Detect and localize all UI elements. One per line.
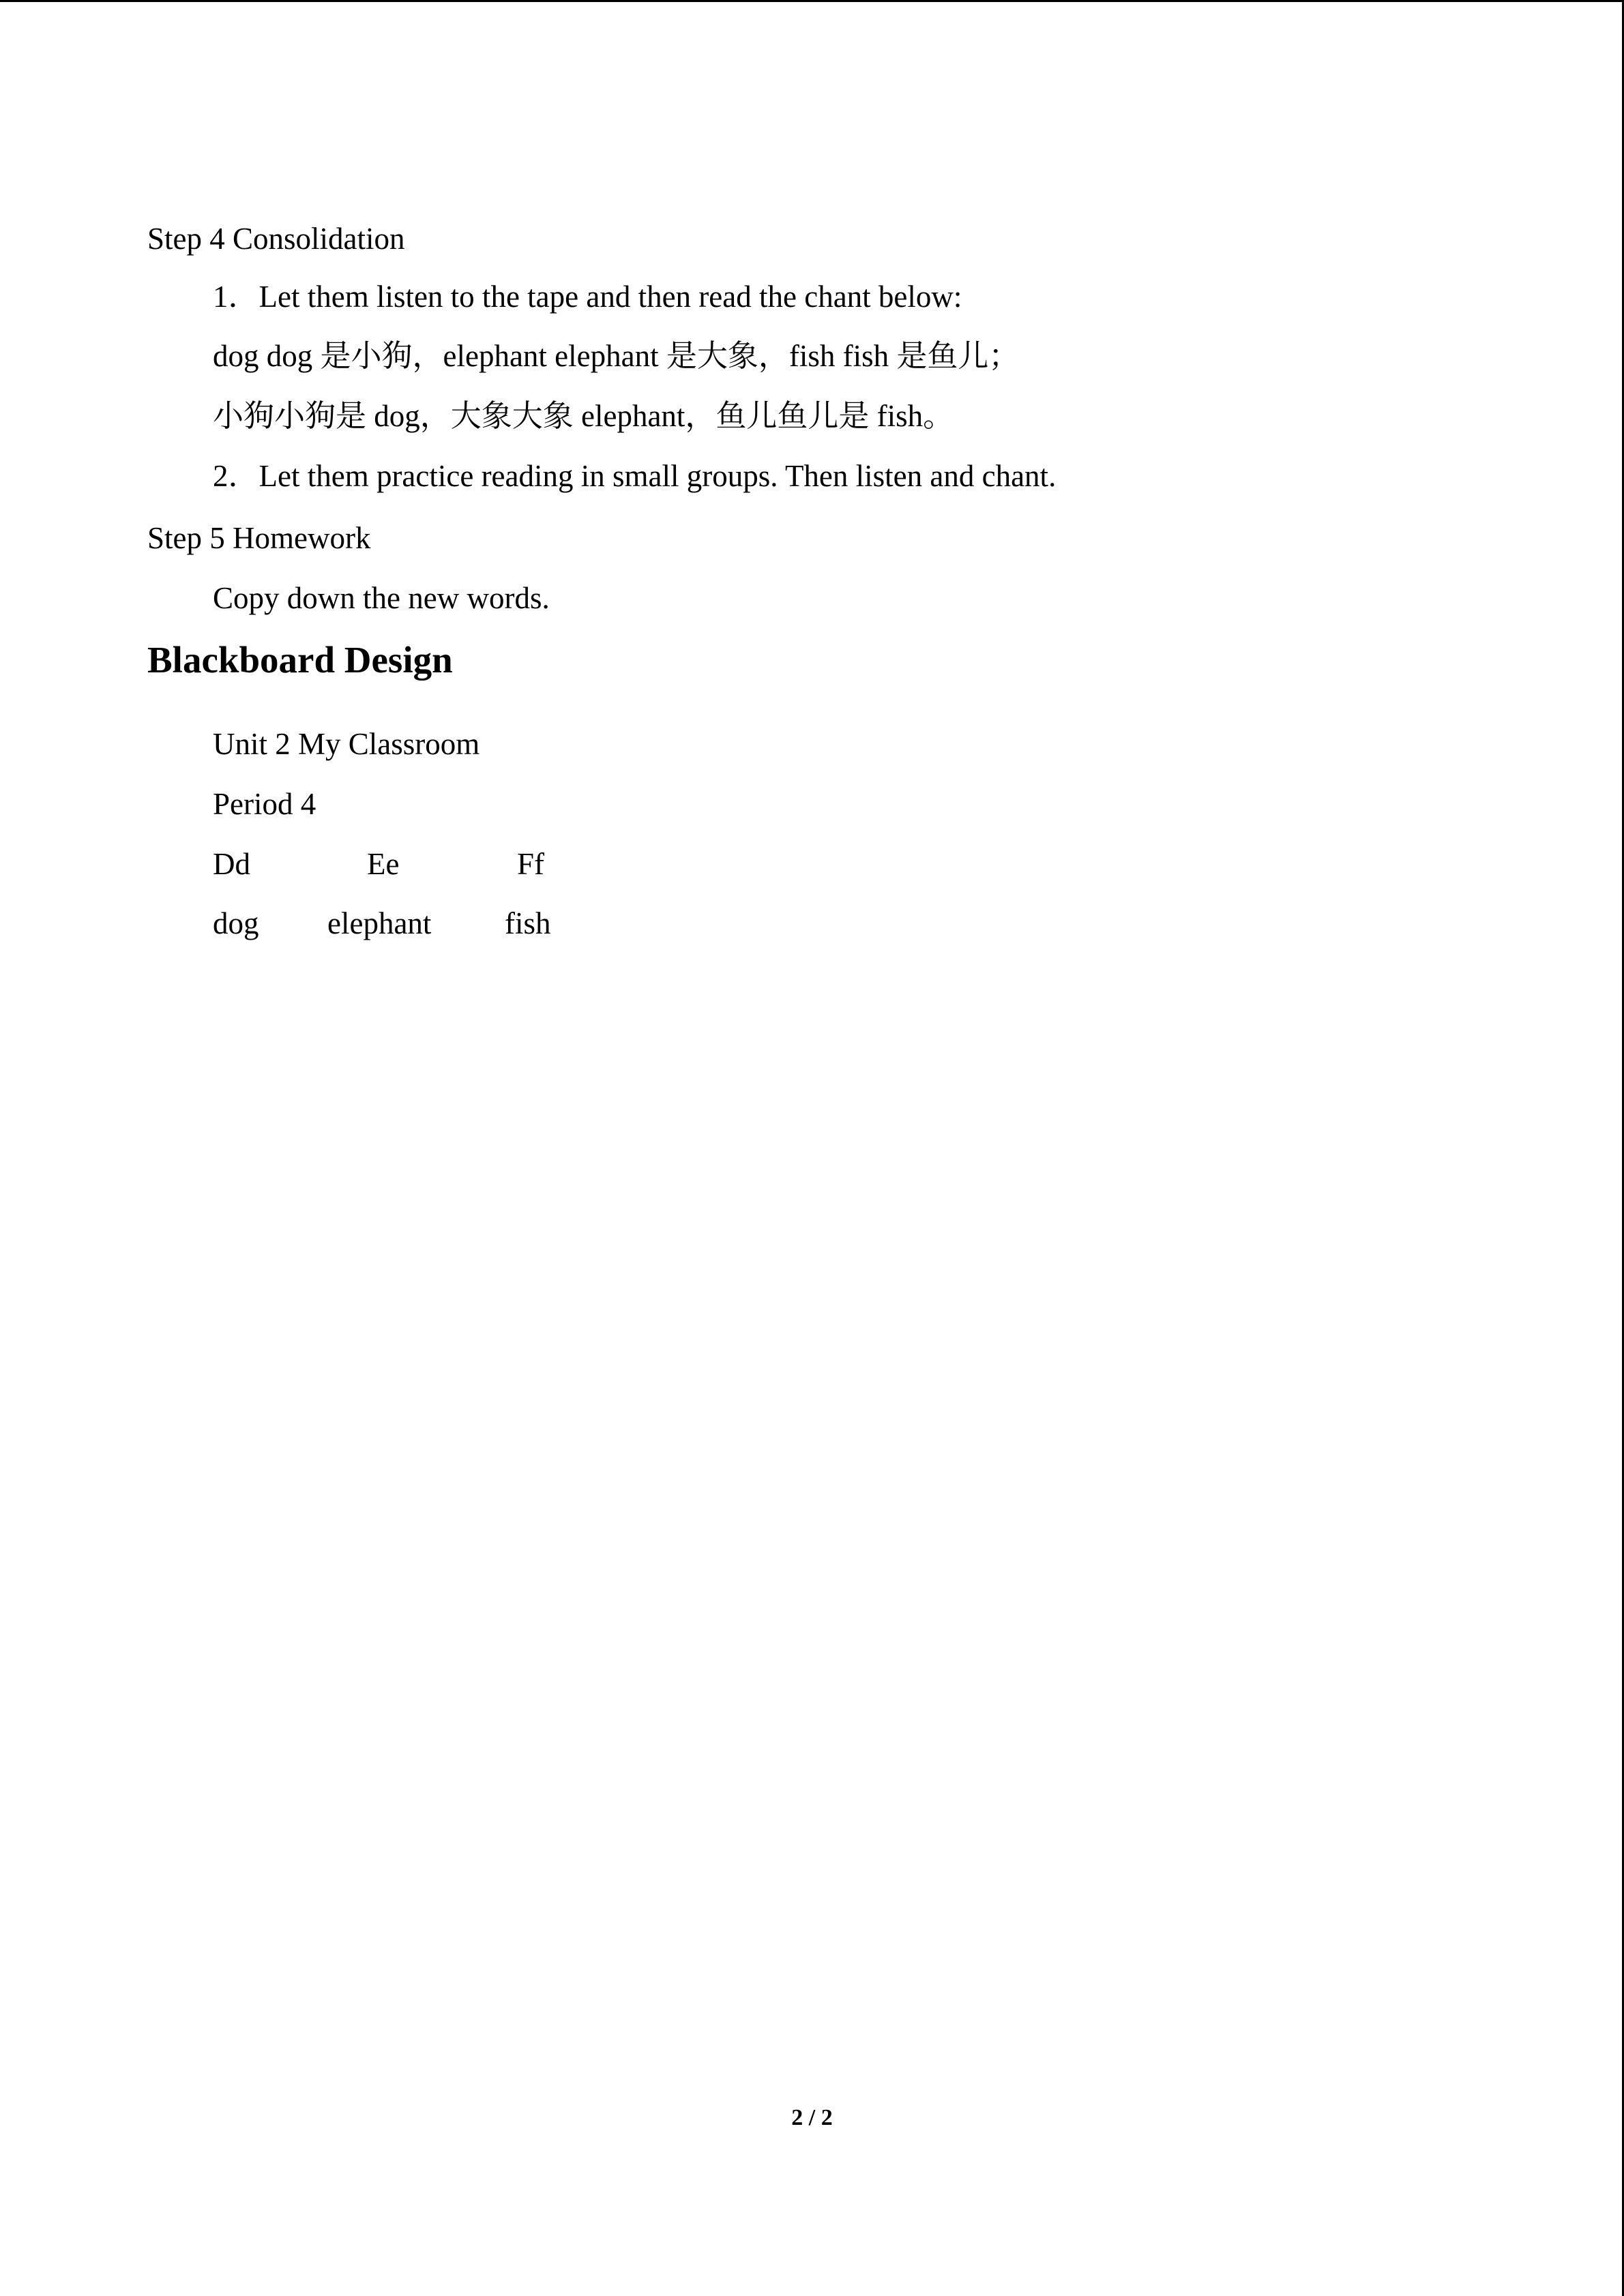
step4-item-2: 2．Let them practice reading in small groups. Then listen and chant.: [213, 459, 1057, 493]
blackboard-word: elephant: [327, 906, 432, 940]
blackboard-word: fish: [505, 906, 551, 940]
chant-line-2: 小狗小狗是 dog，大象大象 elephant，鱼儿鱼儿是 fish。: [213, 399, 954, 433]
blackboard-heading: Blackboard Design: [147, 639, 453, 681]
blackboard-letter: Ff: [517, 847, 545, 881]
step4-title: Step 4 Consolidation: [147, 222, 405, 256]
chant-line-1: dog dog 是小狗，elephant elephant 是大象，fish fish 是鱼儿；: [213, 339, 1020, 373]
step5-title: Step 5 Homework: [147, 521, 371, 555]
page-top-border: [0, 0, 1624, 2]
blackboard-letter: Dd: [213, 847, 250, 881]
blackboard-word: dog: [213, 906, 259, 940]
page-number: 2 / 2: [791, 2105, 833, 2130]
blackboard-letter: Ee: [367, 847, 400, 881]
blackboard-period: Period 4: [213, 787, 316, 821]
step5-text: Copy down the new words.: [213, 581, 550, 615]
blackboard-unit: Unit 2 My Classroom: [213, 727, 480, 761]
step4-item-1: 1．Let them listen to the tape and then read the chant below:: [213, 280, 962, 314]
